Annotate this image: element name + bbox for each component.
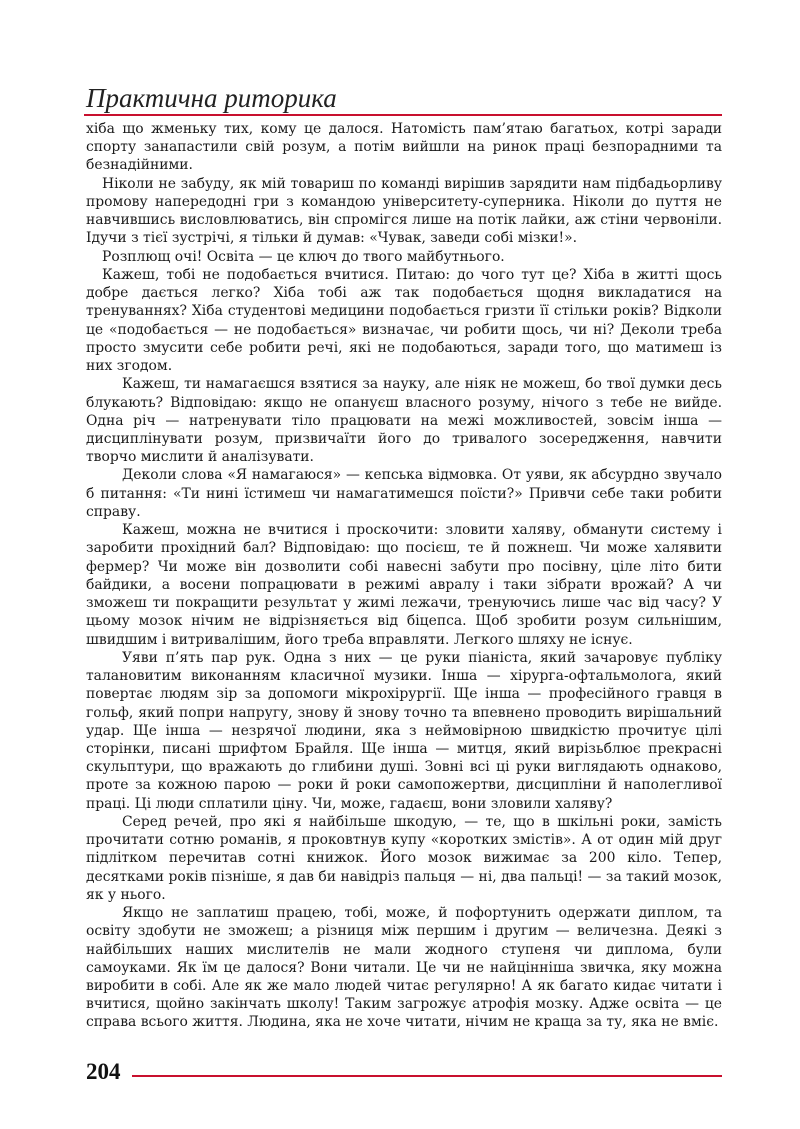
paragraph: Кажеш, тобі не подобається вчитися. Питаю: до чого тут це? Хіба в житті щось добре дається легко? Хіба тобі аж так подобається щодня викладатися на тренуваннях? Хіба студентові медицини подобається гризти її стільки років? Відколи це «подобається — не подобається» визначає, чи робити щось, чи ні? Деколи треба просто змусити себе робити речі, які не подобаються, заради того, що матимеш із них згодом. [86, 266, 722, 375]
page-footer [86, 1058, 722, 1088]
running-title: Практична риторика [86, 83, 337, 113]
paragraph: Серед речей, про які я найбільше шкодую, — те, що в шкільні роки, замість прочитати сотню романів, я проковтнув купу «коротких змістів». А от один мій друг підлітком перечитав сотні книжок. Його мозок вижимає за 200 кіло. Тепер, десятками років пізніше, я дав би навідріз пальця — ні, два пальці! — за такий мозок, як у нього. [86, 813, 722, 903]
paragraph: Деколи слова «Я намагаюся» — кепська відмовка. От уяви, як абсурдно звучало б питання: «Ти нині їстимеш чи намагатимешся поїсти?» Привчи себе таки робити справу. [86, 467, 722, 520]
running-header [84, 82, 722, 114]
header-rule [84, 114, 722, 116]
paragraph: Уяви п’ять пар рук. Одна з них — це руки піаніста, який зачаровує публіку талановитим виконанням класичної музики. Інша — хірурга-офтальмолога, який повертає людям зір за допомоги мікрохірургії. Ще інша — професійного гравця в гольф, який попри напругу, знову й знову точно та впевнено проводить вирішальний удар. Ще інша — незрячої людини, яка з неймовірною швидкістю прочитує цілі сторінки, писані шрифтом Брайля. Ще інша — митця, який вирізьблює прекрасні скульптури, що вражають до глибини душі. Зовні всі ці руки виглядають однаково, проте за кожною парою — роки й роки самопожертви, дисципліни й наполегливої праці. Ці люди сплатили ціну. Чи, може, гадаєш, вони зловили халяву? [86, 649, 722, 812]
footer-rule [132, 1075, 722, 1077]
paragraph: Ніколи не забуду, як мій товариш по команді вирішив зарядити нам підбадьорливу промову напередодні гри з командою університету-суперника. Ніколи до пуття не навчившись висловлюватись, він спромігся лише на потік лайки, аж стіни червоніли. Ідучи з тієї зустрічі, я тільки й думав: «Чувак, заведи собі мізки!». [86, 175, 722, 247]
paragraph: Розплющ очі! Освіта — це ключ до твого майбутнього. [102, 248, 505, 265]
paragraph: хіба що жменьку тих, кому це далося. Натомість пам’ятаю багатьох, котрі заради спорту занапастили свій розум, а потім вийшли на ринок праці безпорадними та безнадійними. [86, 121, 722, 174]
body-text [86, 120, 722, 1032]
paragraph: Якщо не заплатиш працею, тобі, може, й пофортунить одержати диплом, та освіту здобути не зможеш; а різниця між першим і другим — величезна. Деякі з найбільших наших мислителів не мали жодного ступеня чи диплома, були самоуками. Як їм це далося? Вони читали. Це чи не найцінніша звичка, яку можна виробити в собі. Але як же мало людей читає регулярно! А як багато кидає читати і вчитися, щойно закінчать школу! Таким загрожує атрофія мозку. Адже освіта — це справа всього життя. Людина, яка не хоче читати, нічим не краща за ту, яка не вміє. [86, 905, 722, 1031]
paragraph: Кажеш, можна не вчитися і проскочити: зловити халяву, обманути систему і заробити прохідний бал? Відповідаю: що посієш, те й пожнеш. Чи може халявити фермер? Чи може він дозволити собі навесні забути про посівну, ціле літо бити байдики, а восени попрацювати в режимі авралу і таки зібрати врожай? А чи зможеш ти покращити результат у жимі лежачи, тренуючись лише час від часу? У цьому мозок нічим не відрізняється від біцепса. Щоб зробити розум сильнішим, швидшим і витривалішим, його треба вправляти. Легкого шляху не існує. [86, 522, 722, 648]
paragraph: Кажеш, ти намагаєшся взятися за науку, але ніяк не можеш, бо твої думки десь блукають? Відповідаю: якщо не опануєш власного розуму, нічого з тебе не вийде. Одна річ — натренувати тіло працювати на межі можливостей, зовсім інша — дисциплінувати розум, призвичаїти його до тривалого зосередження, навчити творчо мислити й аналізувати. [86, 376, 722, 466]
page-number: 204 [86, 1059, 121, 1084]
